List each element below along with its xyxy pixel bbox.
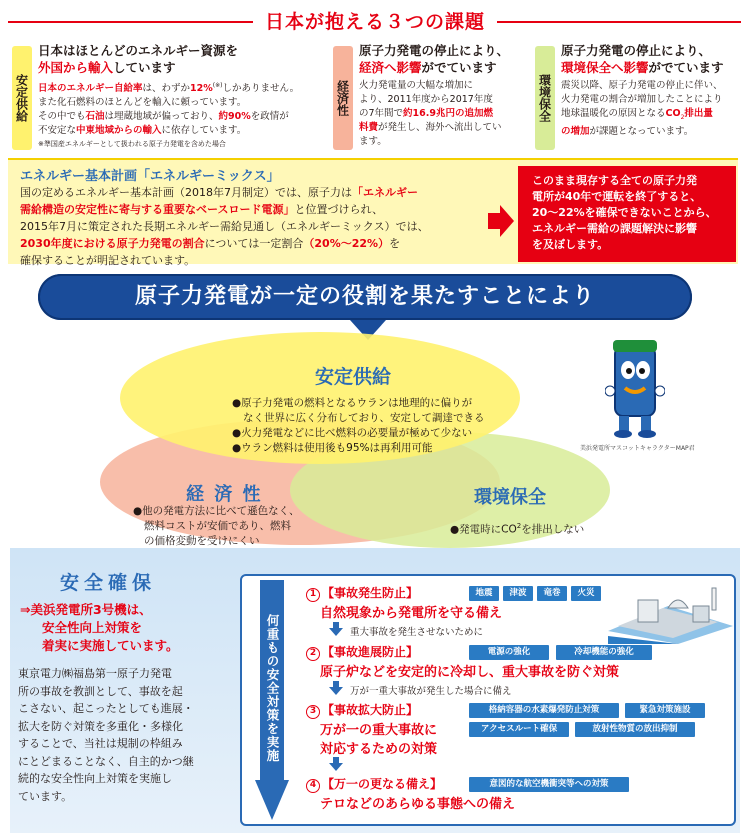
tag-tsunami: 津波 <box>503 586 533 601</box>
safety-description: 東京電力㈱福島第一原子力発電 所の事故を教訓として、事故を起 こさない、起こったとしても進展・ 拡大を防ぐ対策を多重化・多様化 することで、当社は規制の枠組み にとどまることなく、自主的かつ継 続的な安全性向上対策を実施し ています。 <box>18 667 194 803</box>
tag-power-reinforcement: 電源の強化 <box>469 645 549 660</box>
issue-text: 震災以降、原子力発電の停止に伴い、 火力発電の割合が増加したことにより 地球温暖化の原因となる$CO_2$排出量 の増加が課題となっています。 <box>561 80 723 137</box>
tag-earthquake: 地震 <box>469 586 499 601</box>
right-arrow-icon <box>486 204 516 238</box>
issue-tag: 環境保全 <box>535 46 555 150</box>
energy-plan-title: エネルギー基本計画「エネルギーミックス」 <box>20 169 280 184</box>
safety-step-3: 3 【事故拡大防止】 <box>306 701 418 719</box>
issue-environment <box>535 42 745 154</box>
tag-fire: 火災 <box>571 586 601 601</box>
power-plant-illustration <box>608 586 733 644</box>
safety-step-2: 2 【事故進展防止】 <box>306 643 418 661</box>
page-title: 日本が抱える３つの課題 <box>255 8 495 36</box>
small-down-arrow-icon <box>329 681 343 695</box>
safety-step-1: 1 【事故発生防止】 <box>306 584 418 602</box>
issue-headline: 原子力発電の停止により、 経済へ影響がでています <box>359 43 510 75</box>
tag-access-route: アクセスルート確保 <box>469 722 569 737</box>
venn-label-economy: 経 済 性 <box>186 484 263 505</box>
energy-plan-text: 国の定めるエネルギー基本計画（2018年7月制定）では、原子力は「エネルギー 需給構造の安定性に寄与する重要なベースロード電源」と位置づけられ、 2015年7月に策定された長期エネルギー需給見通し（エネルギーミックス）では、 2030年度における原子力発電の割合については一定割合（20%〜22%）を 確保することが明記されています。 <box>20 186 429 267</box>
safety-lead: ⇒美浜発電所3号機は、 安全性向上対策を 着実に実施しています。 <box>20 602 179 653</box>
role-banner: 原子力発電が一定の役割を果たすことにより <box>38 274 692 320</box>
mascot-icon <box>605 336 665 441</box>
tag-radioactive-release-suppression: 放射性物質の放出抑制 <box>575 722 695 737</box>
title-rule-right <box>497 21 741 23</box>
tag-emergency-facility: 緊急対策施設 <box>625 703 705 718</box>
venn-bullets-stable: ●原子力発電の燃料となるウランは地理的に偏りが なく世界に広く分布しており、安定して調達できる ●火力発電などに比べ燃料の必要量が極めて少ない ●ウラン燃料は使用後も95%は再利用可能 <box>232 397 485 454</box>
tag-tornado: 竜巻 <box>537 586 567 601</box>
issue-text: 火力発電量の大幅な増加に より、2011年度から2017年度 の7年間で約16.9兆円の追加燃 料費が発生し、海外へ流出してい ます。 <box>359 80 502 147</box>
tag-cooling-reinforcement: 冷却機能の強化 <box>556 645 652 660</box>
energy-plan-callout: このまま現存する全ての原子力発 電所が40年で運転を終了すると、 20〜22%を確保できないことから、 エネルギー需給の課題解決に影響 を及ぼします。 <box>518 166 736 262</box>
issue-tag: 安定供給 <box>12 46 32 150</box>
venn-bullets-economy: ●他の発電方法に比べて遜色なく、 燃料コストが安価であり、燃料 の価格変動を受けにくい <box>133 505 300 547</box>
step-3-subtitle-2: 対応するための対策 <box>320 742 438 757</box>
issue-footnote: ※準国産エネルギーとして扱われる原子力発電を含めた場合 <box>38 140 226 149</box>
issue-tag: 経済性 <box>333 46 353 150</box>
energy-plan-panel <box>8 158 738 267</box>
tag-hydrogen-explosion-prevention: 格納容器の水素爆発防止対策 <box>469 703 619 718</box>
step-2-note: 万が一重大事故が発生した場合に備え <box>350 686 512 697</box>
tag-aircraft-collision: 意図的な航空機衝突等への対策 <box>469 777 629 792</box>
issue-headline: 原子力発電の停止により、 環境保全へ影響がでています <box>561 43 724 75</box>
safety-title: 安全確保 <box>60 572 157 594</box>
issue-headline: 日本はほとんどのエネルギー資源を 外国から輸入しています <box>38 43 239 75</box>
issue-stable-supply <box>12 42 312 154</box>
issue-text: 日本のエネルギー自給率は、わずか12%(※)しかありません。 また化石燃料のほとんどを輸入に頼っています。 その中でも石油は埋蔵地域が偏っており、約90%を政情が 不安定な中東地域からの輸入に依存しています。 <box>38 82 300 137</box>
title-rule-left <box>8 21 253 23</box>
measures-vertical-label: 何重もの安全対策を実施 <box>265 613 280 763</box>
mascot-caption: 美浜発電所マスコットキャラクターMAP君 <box>580 445 695 452</box>
small-down-arrow-icon <box>329 757 343 771</box>
venn-label-environment: 環境保全 <box>474 487 546 508</box>
step-1-subtitle: 自然現象から発電所を守る備え <box>320 606 503 621</box>
step-2-subtitle: 原子炉などを安定的に冷却し、重大事故を防ぐ対策 <box>320 665 620 680</box>
step-4-subtitle: テロなどのあらゆる事態への備え <box>320 797 516 812</box>
venn-bullets-environment: ●発電時に$CO^2$を排出しない <box>450 522 585 536</box>
small-down-arrow-icon <box>329 622 343 636</box>
step-3-subtitle: 万が一の重大事故に <box>320 723 438 738</box>
safety-step-4: 4 【万一の更なる備え】 <box>306 775 442 793</box>
step-1-note: 重大事故を発生させないために <box>350 627 484 638</box>
issue-economy <box>333 42 533 154</box>
venn-label-stable: 安定供給 <box>315 366 392 388</box>
